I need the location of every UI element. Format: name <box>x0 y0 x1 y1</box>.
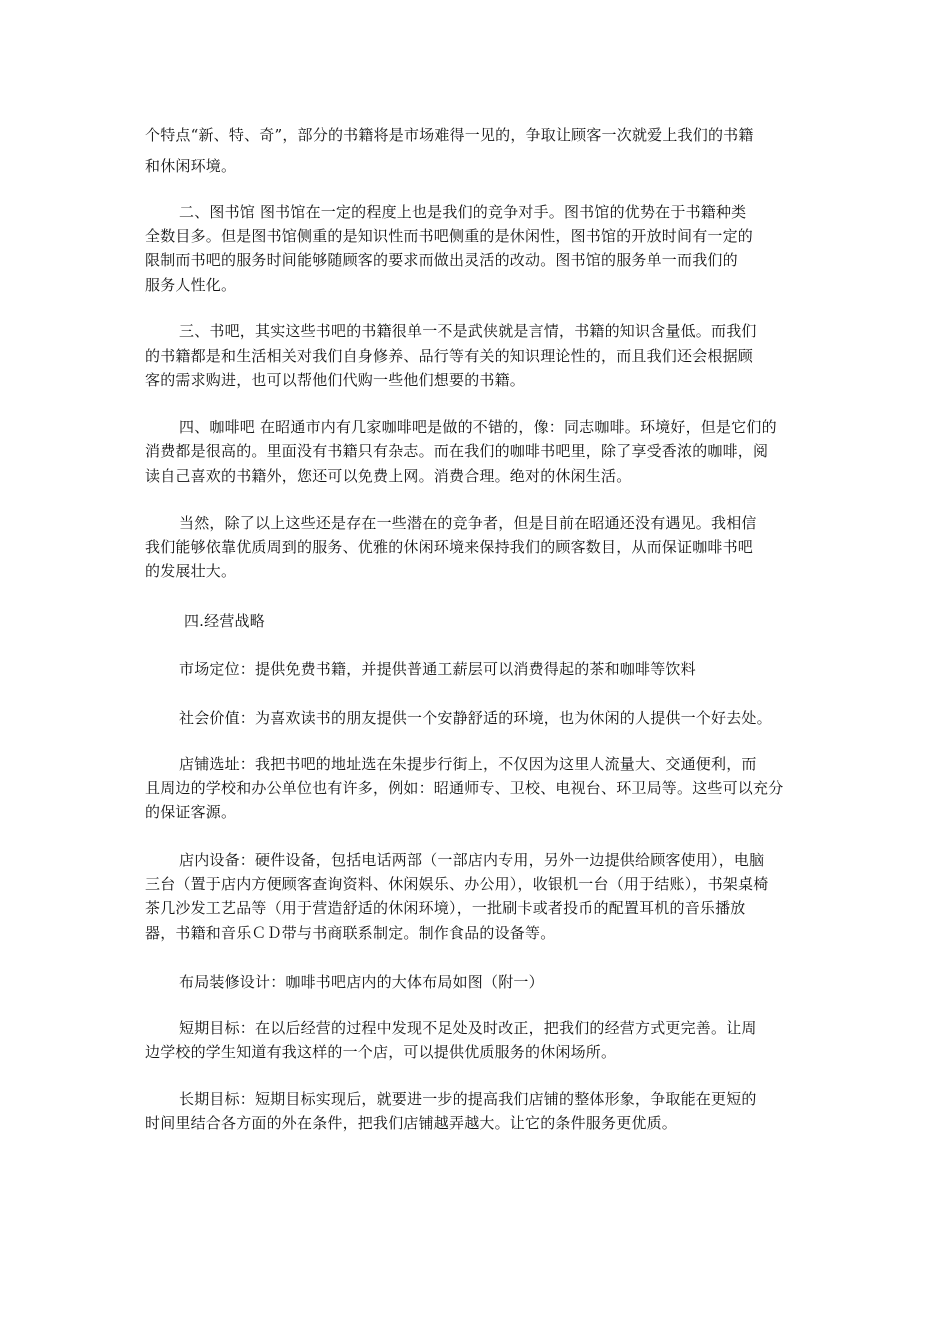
paragraph-line: 个特点“新、特、奇”，部分的书籍将是市场难得一见的，争取让顾客一次就爱上我们的书籍 <box>145 126 754 144</box>
paragraph-line: 市场定位：提供免费书籍，并提供普通工薪层可以消费得起的茶和咖啡等饮料 <box>179 660 696 678</box>
paragraph-line: 社会价值：为喜欢读书的朋友提供一个安静舒适的环境，也为休闲的人提供一个好去处。 <box>179 709 772 727</box>
paragraph-line: 店铺选址：我把书吧的地址选在朱提步行街上，不仅因为这里人流量大、交通便利，而 <box>179 755 757 773</box>
paragraph-line: 短期目标：在以后经营的过程中发现不足处及时改正，把我们的经营方式更完善。让周 <box>179 1019 757 1037</box>
paragraph-line: 客的需求购进，也可以帮他们代购一些他们想要的书籍。 <box>145 371 526 389</box>
paragraph-line: 我们能够依靠优质周到的服务、优雅的休闲环境来保持我们的顾客数目，从而保证咖啡书吧 <box>145 538 754 556</box>
section-heading: 四.经营战略 <box>179 612 265 630</box>
paragraph-line: 且周边的学校和办公单位也有许多，例如：昭通师专、卫校、电视台、环卫局等。这些可以充分 <box>145 779 784 797</box>
paragraph-line: 全数目多。但是图书馆侧重的是知识性而书吧侧重的是休闲性，图书馆的开放时间有一定的 <box>145 227 754 245</box>
paragraph-line: 布局装修设计：咖啡书吧店内的大体布局如图（附一） <box>179 973 544 991</box>
paragraph-line: 读自己喜欢的书籍外，您还可以免费上网。消费合理。绝对的休闲生活。 <box>145 467 632 485</box>
paragraph-line: 时间里结合各方面的外在条件，把我们店铺越弄越大。让它的条件服务更优质。 <box>145 1114 678 1132</box>
paragraph-line: 边学校的学生知道有我这样的一个店，可以提供优质服务的休闲场所。 <box>145 1043 617 1061</box>
paragraph-line: 器，书籍和音乐ＣＤ带与书商联系制定。制作食品的设备等。 <box>145 924 556 942</box>
paragraph-line: 消费都是很高的。里面没有书籍只有杂志。而在我们的咖啡书吧里，除了享受香浓的咖啡，阅 <box>145 442 769 460</box>
paragraph-line: 限制而书吧的服务时间能够随顾客的要求而做出灵活的改动。图书馆的服务单一而我们的 <box>145 251 738 269</box>
paragraph-line: 茶几沙发工艺品等（用于营造舒适的休闲环境），一批刷卡或者投币的配置耳机的音乐播放 <box>145 899 746 917</box>
paragraph-line: 二、图书馆 图书馆在一定的程度上也是我们的竞争对手。图书馆的优势在于书籍种类 <box>179 203 747 221</box>
paragraph-line: 三、书吧，其实这些书吧的书籍很单一不是武侠就是言情，书籍的知识含量低。而我们 <box>179 322 757 340</box>
paragraph-line: 当然，除了以上这些还是存在一些潜在的竞争者，但是目前在昭通还没有遇见。我相信 <box>179 514 757 532</box>
paragraph-line: 的发展壮大。 <box>145 562 237 580</box>
paragraph-line: 店内设备：硬件设备，包括电话两部（一部店内专用，另外一边提供给顾客使用），电脑 <box>179 851 765 869</box>
paragraph-line: 和休闲环境。 <box>145 157 237 175</box>
paragraph-line: 的书籍都是和生活相关对我们自身修养、品行等有关的知识理论性的，而且我们还会根据顾 <box>145 347 754 365</box>
paragraph-line: 长期目标：短期目标实现后，就要进一步的提高我们店铺的整体形象，争取能在更短的 <box>179 1090 757 1108</box>
paragraph-line: 四、咖啡吧 在昭通市内有几家咖啡吧是做的不错的，像：同志咖啡。环境好，但是它们的 <box>179 418 777 436</box>
paragraph-line: 三台（置于店内方便顾客查询资料、休闲娱乐、办公用），收银机一台（用于结账），书架桌椅 <box>145 875 769 893</box>
paragraph-line: 服务人性化。 <box>145 276 237 294</box>
paragraph-line: 的保证客源。 <box>145 803 237 821</box>
